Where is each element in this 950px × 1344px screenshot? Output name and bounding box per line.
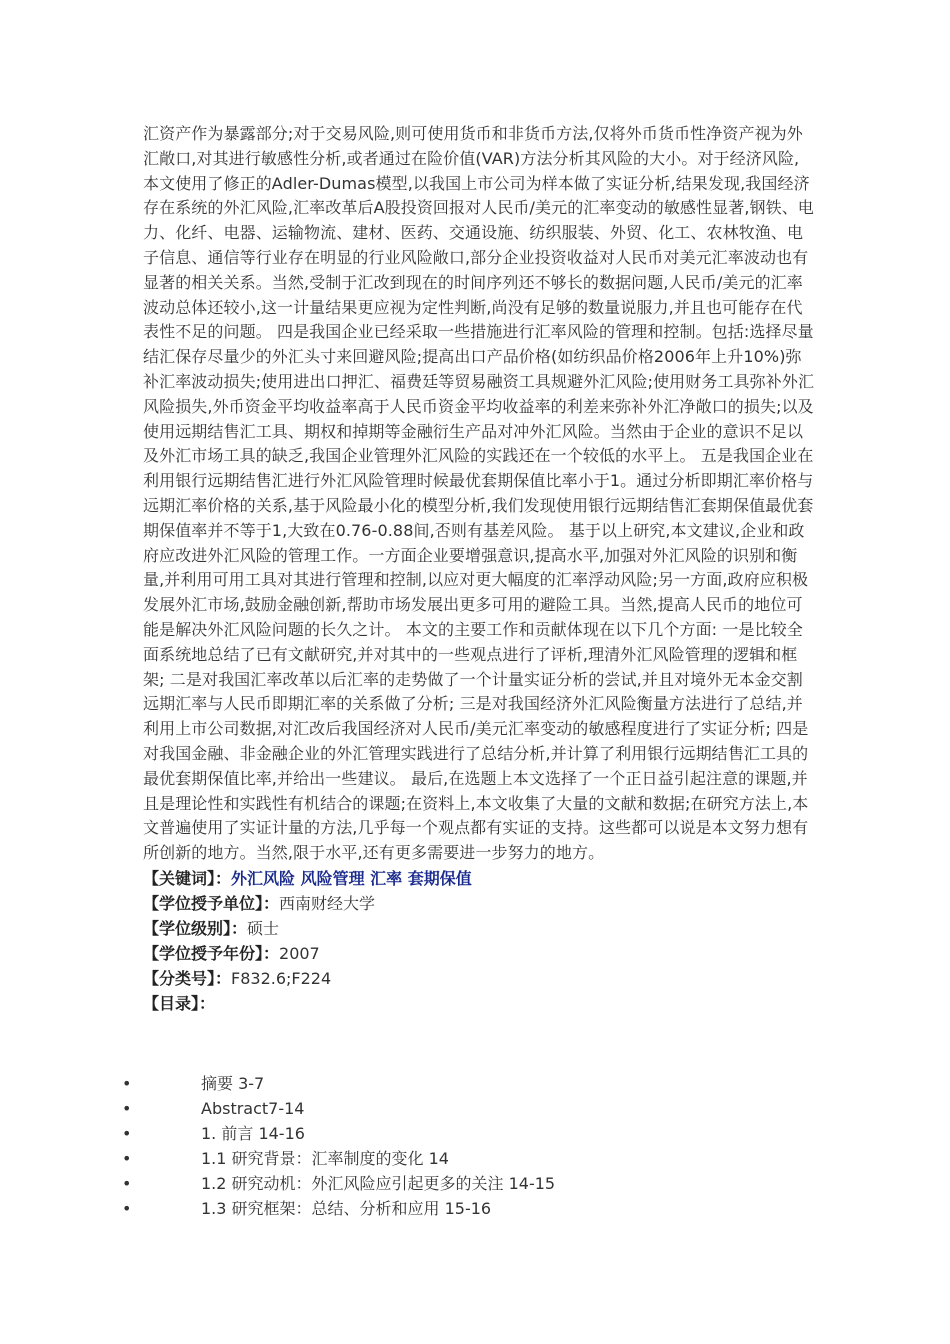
toc-item-label[interactable]: 摘要 3-7 [201, 1074, 265, 1093]
toc-item[interactable] [0, 1171, 950, 1196]
toc-item[interactable] [0, 1096, 950, 1121]
toc-heading-row [143, 991, 815, 1016]
degree-level-value: 硕士 [247, 918, 280, 938]
toc-item-label[interactable]: 1. 前言 14-16 [201, 1124, 305, 1143]
degree-unit-row [143, 891, 815, 916]
degree-year-row [143, 941, 815, 966]
toc-item[interactable] [0, 1196, 950, 1221]
degree-year-label: 【学位授予年份】： [143, 943, 280, 963]
abstract-section [143, 122, 815, 1016]
degree-unit-label: 【学位授予单位】： [143, 893, 280, 913]
bullet-icon: • [122, 1174, 132, 1193]
keywords-label: 【关键词】： [143, 868, 232, 888]
toc-item-label[interactable]: 1.2 研究动机：外汇风险应引起更多的关注 14-15 [201, 1174, 556, 1193]
toc-item-label[interactable]: 1.1 研究背景：汇率制度的变化 14 [201, 1149, 449, 1168]
bullet-icon: • [122, 1074, 132, 1093]
classification-row [143, 966, 815, 991]
toc-item[interactable] [0, 1121, 950, 1146]
bullet-icon: • [122, 1124, 132, 1143]
degree-unit-value: 西南财经大学 [279, 893, 376, 913]
degree-year-value: 2007 [279, 943, 320, 963]
bullet-icon: • [122, 1149, 132, 1168]
toc-item[interactable] [0, 1071, 950, 1096]
toc-item[interactable] [0, 1146, 950, 1171]
abstract-paragraph: 汇资产作为暴露部分;对于交易风险,则可使用货币和非货币方法,仅将外币货币性净资产视为外汇敞口,对其进行敏感性分析,或者通过在险价值(VAR)方法分析其风险的大小。对于经济风险,本文使用了修正的Adler-Dumas模型,以我国上市公司为样本做了实证分析,结果发现,我国经济存在系统的外汇风险,汇率改革后A股投资回报对人民币/美元的汇率变动的敏感性显著,钢铁、电力、化纤、电器、运输物流、建材、医药、交通设施、纺织服装、外贸、化工、农林牧渔、电子信息、通信等行业存在明显的行业风险敞口,部分企业投资收益对人民币对美元汇率波动也有显著的相关关系。当然,受制于汇改到现在的时间序列还不够长的数据问题,人民币/美元的汇率波动总体还较小,这一计量结果更应视为定性判断,尚没有足够的数量说服力,并且也可能存在代表性不足的问题。 四是我国企业已经采取一些措施进行汇率风险的管理和控制。包括:选择尽量结汇保存尽量少的外汇头寸来回避风险;提高出口产品价格(如纺织品价格2006年上升10%)弥补汇率波动损失;使用进出口押汇、福费廷等贸易融资工具规避外汇风险;使用财务工具弥补外汇风险损失,外币资金平均收益率高于人民币资金平均收益率的利差来弥补外汇净敞口的损失;以及使用远期结售汇工具、期权和掉期等金融衍生产品对冲外汇风险。当然由于企业的意识不足以及外汇市场工具的缺乏,我国企业管理外汇风险的实践还在一个较低的水平上。 五是我国企业在利用银行远期结售汇进行外汇风险管理时候最优套期保值比率小于1。通过分析即期汇率价格与远期汇率价格的关系,基于风险最小化的模型分析,我们发现使用银行远期结售汇套期保值最优套期保值率并不等于1,大致在0.76-0.88间,否则有基差风险。 基于以上研究,本文建议,企业和政府应改进外汇风险的管理工作。一方面企业要增强意识,提高水平,加强对外汇风险的识别和衡量,并利用可用工具对其进行管理和控制,以应对更大幅度的汇率浮动风险;另一方面,政府应积极发展外汇市场,鼓励金融创新,帮助市场发展出更多可用的避险工具。当然,提高人民币的地位可能是解决外汇风险问题的长久之计。 本文的主要工作和贡献体现在以下几个方面: 一是比较全面系统地总结了已有文献研究,并对其中的一些观点进行了评析,理清外汇风险管理的逻辑和框架; 二是对我国汇率改革以后汇率的走势做了一个计量实证分析的尝试,并且对境外无本金交割远期汇率与人民币即期汇率的关系做了分析; 三是对我国经济外汇风险衡量方法进行了总结,并利用上市公司数据,对汇改后我国经济对人民币/美元汇率变动的敏感程度进行了实证分析; 四是对我国金融、非金融企业的外汇管理实践进行了总结分析,并计算了利用银行远期结售汇工具的最优套期保值比率,并给出一些建议。 最后,在选题上本文选择了一个正日益引起注意的课题,并且是理论性和实践性有机结合的课题;在资料上,本文收集了大量的文献和数据;在研究方法上,本文普遍使用了实证计量的方法,几乎每一个观点都有实证的支持。这些都可以说是本文努力想有所创新的地方。当然,限于水平,还有更多需要进一步努力的地方。 [143, 124, 815, 863]
toc-item-label[interactable]: Abstract7-14 [201, 1099, 305, 1118]
classification-label: 【分类号】： [143, 968, 232, 988]
toc-heading: 【目录】： [143, 993, 216, 1013]
degree-level-row [143, 916, 815, 941]
keywords-value[interactable]: 外汇风险 风险管理 汇率 套期保值 [231, 868, 472, 888]
bullet-icon: • [122, 1099, 132, 1118]
table-of-contents [0, 1071, 950, 1221]
toc-item-label[interactable]: 1.3 研究框架：总结、分析和应用 15-16 [201, 1199, 492, 1218]
bullet-icon: • [122, 1199, 132, 1218]
keywords-row [143, 866, 815, 891]
classification-value: F832.6;F224 [231, 968, 332, 988]
metadata-block [143, 866, 815, 1016]
degree-level-label: 【学位级别】： [143, 918, 248, 938]
